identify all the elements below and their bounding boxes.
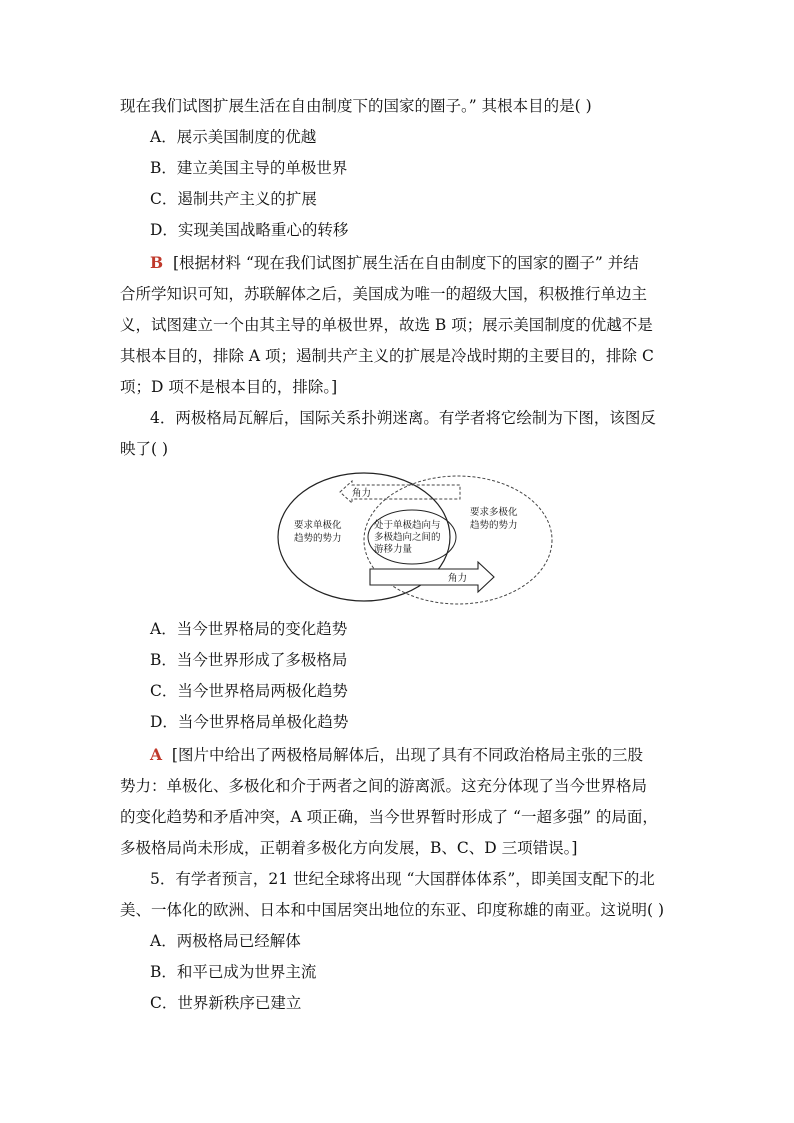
q4-answer-letter: A — [150, 745, 163, 764]
q5-option-c: C．世界新秩序已建立 — [150, 994, 302, 1012]
q5-option-b: B．和平已成为世界主流 — [150, 963, 317, 981]
q4-explanation-text-1: [图片中给出了两极格局解体后，出现了具有不同政治格局主张的三股 — [171, 746, 643, 764]
q3-explanation-line-2: 合所学知识可知，苏联解体之后，美国成为唯一的超级大国，积极推行单边主 — [120, 285, 648, 303]
q3-explanation-line-1 — [150, 253, 639, 273]
right-label-1: 要求多极化 — [470, 507, 518, 518]
arrow-bottom-label: 角力 — [448, 573, 468, 584]
q4-explanation-line-4: 多极格局尚未形成，正朝着多极化方向发展，B、C、D 三项错误。] — [120, 839, 578, 857]
q4-option-a: A．当今世界格局的变化趋势 — [150, 620, 348, 638]
q5-stem-line-1: 5．有学者预言，21 世纪全球将出现 “大国群体体系”，即美国支配下的北 — [150, 870, 655, 888]
q3-explanation-text-1: [根据材料 “现在我们试图扩展生活在自由制度下的国家的圈子” 并结 — [172, 254, 639, 272]
q3-option-a: A．展示美国制度的优越 — [150, 128, 317, 146]
q3-option-b: B．建立美国主导的单极世界 — [150, 159, 348, 177]
q4-stem-line-2: 映了( ) — [120, 440, 169, 458]
arrow-bottom — [370, 562, 494, 592]
middle-label-3: 游移力量 — [374, 544, 413, 555]
q4-stem-line-1: 4．两极格局瓦解后，国际关系扑朔迷离。有学者将它绘制为下图，该图反 — [150, 409, 656, 427]
q3-explanation-line-4: 其根本目的，排除 A 项；遏制共产主义的扩展是冷战时期的主要目的，排除 C — [120, 347, 654, 365]
right-label-2: 趋势的势力 — [470, 520, 518, 531]
q5-option-a: A．两极格局已经解体 — [150, 932, 301, 950]
middle-label-1: 处于单极趋向与 — [374, 520, 441, 531]
q4-option-c: C．当今世界格局两极化趋势 — [150, 682, 348, 700]
q4-explanation-line-2: 势力：单极化、多极化和介于两者之间的游离派。这充分体现了当今世界格局 — [120, 777, 648, 795]
q3-explanation-line-5: 项；D 项不是根本目的，排除。] — [120, 378, 338, 396]
q4-explanation-line-3: 的变化趋势和矛盾冲突，A 项正确，当今世界暂时形成了 “一超多强” 的局面， — [120, 808, 658, 826]
q4-option-b: B．当今世界形成了多极格局 — [150, 651, 348, 669]
q3-stem: 现在我们试图扩展生活在自由制度下的国家的圈子。” 其根本目的是( ) — [120, 97, 592, 115]
arrow-top-label: 角力 — [352, 488, 372, 499]
q4-explanation-line-1 — [150, 745, 643, 765]
left-label-1: 要求单极化 — [294, 520, 342, 531]
world-pattern-diagram — [272, 472, 558, 608]
q5-stem-line-2: 美、一体化的欧洲、日本和中国居突出地位的东亚、印度称雄的南亚。这说明( ) — [120, 901, 665, 919]
q3-option-d: D．实现美国战略重心的转移 — [150, 221, 349, 239]
q3-answer-letter: B — [150, 253, 164, 272]
left-label-2: 趋势的势力 — [294, 533, 342, 544]
q3-explanation-line-3: 义，试图建立一个由其主导的单极世界，故选 B 项；展示美国制度的优越不是 — [120, 316, 653, 334]
middle-label-2: 多极趋向之间的 — [374, 532, 441, 543]
q3-option-c: C．遏制共产主义的扩展 — [150, 190, 317, 208]
q4-option-d: D．当今世界格局单极化趋势 — [150, 713, 349, 731]
